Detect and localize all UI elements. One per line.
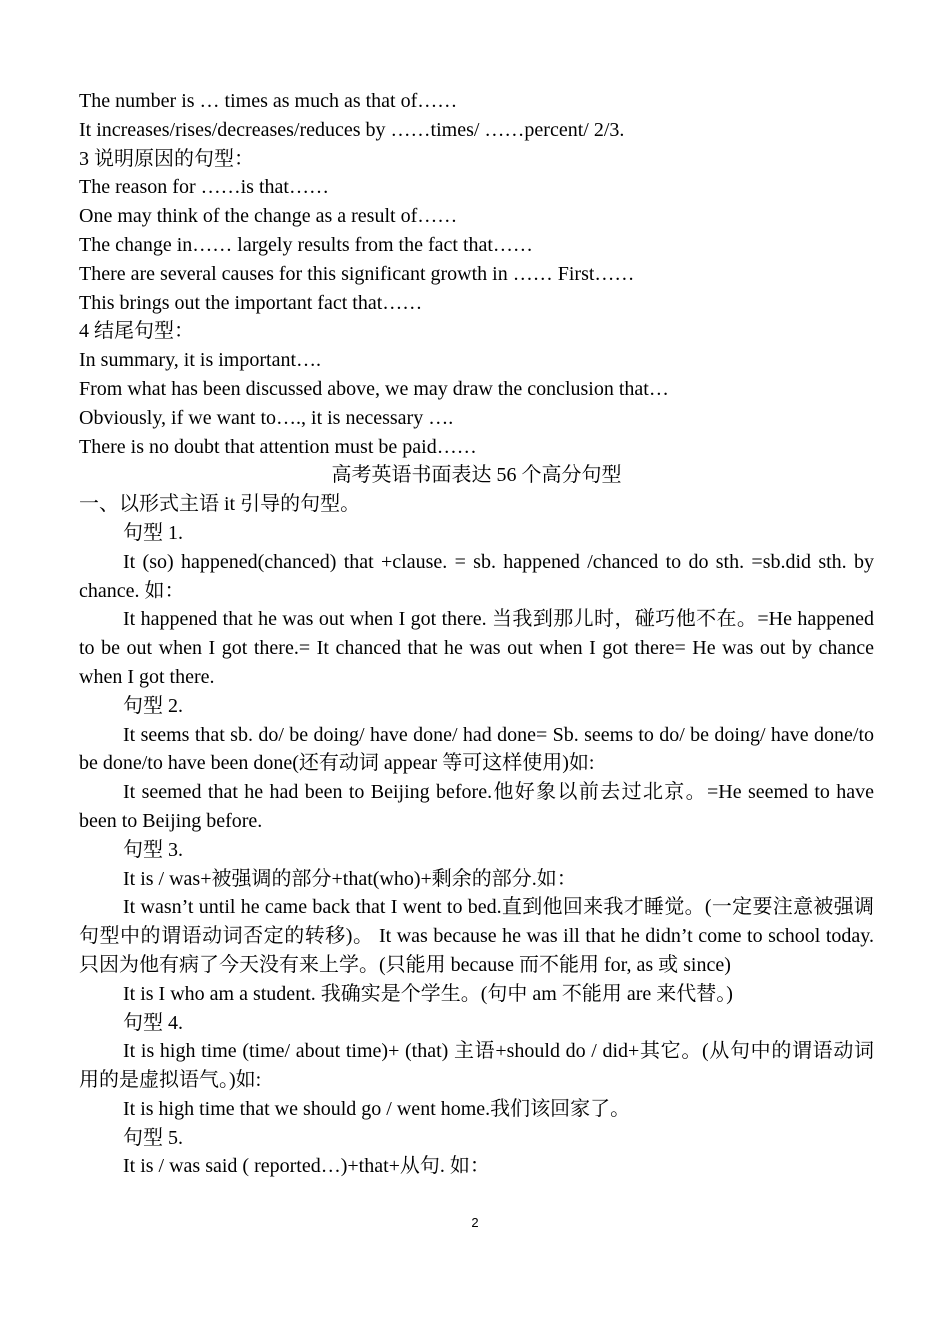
- text-line: It increases/rises/decreases/reduces by ……times/ ……percent/ 2/3.: [79, 118, 625, 141]
- text-line: Obviously, if we want to…., it is necessary ….: [79, 406, 454, 429]
- pattern-label: 句型 1.: [123, 521, 183, 544]
- text-line: From what has been discussed above, we may draw the conclusion that…: [79, 377, 669, 400]
- pattern-label: 句型 5.: [123, 1126, 183, 1149]
- paragraph: It is high time that we should go / went home.我们该回家了。: [123, 1097, 631, 1120]
- paragraph: It seemed that he had been to Beijing before.他好象以前去过北京。=He seemed to have been to Beijing before.: [79, 781, 874, 832]
- paragraph: It happened that he was out when I got there. 当我到那儿时，碰巧他不在。=He happened to be out when I got there.= It chanced that he was out when I got there= He was out by chance when I got there.: [79, 608, 874, 688]
- page-number: 2: [471, 1215, 479, 1230]
- text-line: There are several causes for this significant growth in …… First……: [79, 262, 635, 285]
- text-line: There is no doubt that attention must be paid……: [79, 435, 477, 458]
- text-line: The reason for ……is that……: [79, 176, 329, 199]
- pattern-label: 句型 2.: [123, 694, 183, 717]
- section-heading: 4 结尾句型：: [79, 320, 194, 343]
- text-line: This brings out the important fact that……: [79, 291, 423, 314]
- paragraph: It is high time (time/ about time)+ (that) 主语+should do / did+其它。(从句中的谓语动词用的是虚拟语气。)如:: [79, 1040, 874, 1092]
- paragraph: It seems that sb. do/ be doing/ have done/ had done= Sb. seems to do/ be doing/ have done/to be done/to have been done(还有动词 appear 等可这样使用)如:: [79, 723, 874, 775]
- paragraph: It is / was said ( reported…)+that+从句. 如：: [123, 1155, 490, 1178]
- part-heading: 一、以形式主语 it 引导的句型。: [79, 493, 361, 516]
- document-title: 高考英语书面表达 56 个高分句型: [331, 464, 622, 487]
- paragraph: It wasn’t until he came back that I went to bed.直到他回来我才睡觉。(一定要注意被强调句型中的谓语动词否定的转移)。 It was because he was ill that he didn’t come to school today.只因为他有病了今天没有来上学。(只能用 because 而不能用 for, as 或 since): [79, 896, 874, 976]
- text-line: The number is … times as much as that of……: [79, 90, 458, 112]
- text-line: One may think of the change as a result of……: [79, 205, 458, 228]
- paragraph: It (so) happened(chanced) that +clause. = sb. happened /chanced to do sth. =sb.did sth. by chance. 如：: [79, 550, 874, 602]
- section-heading: 3 说明原因的句型：: [79, 147, 254, 170]
- text-line: In summary, it is important….: [79, 349, 322, 372]
- pattern-label: 句型 4.: [123, 1011, 183, 1034]
- pattern-label: 句型 3.: [123, 838, 183, 861]
- text-line: The change in…… largely results from the fact that……: [79, 233, 533, 256]
- paragraph: It is / was+被强调的部分+that(who)+剩余的部分.如：: [123, 867, 577, 890]
- document-page: [79, 87, 874, 1181]
- paragraph: It is I who am a student. 我确实是个学生。(句中 am 不能用 are 来代替。): [123, 982, 733, 1005]
